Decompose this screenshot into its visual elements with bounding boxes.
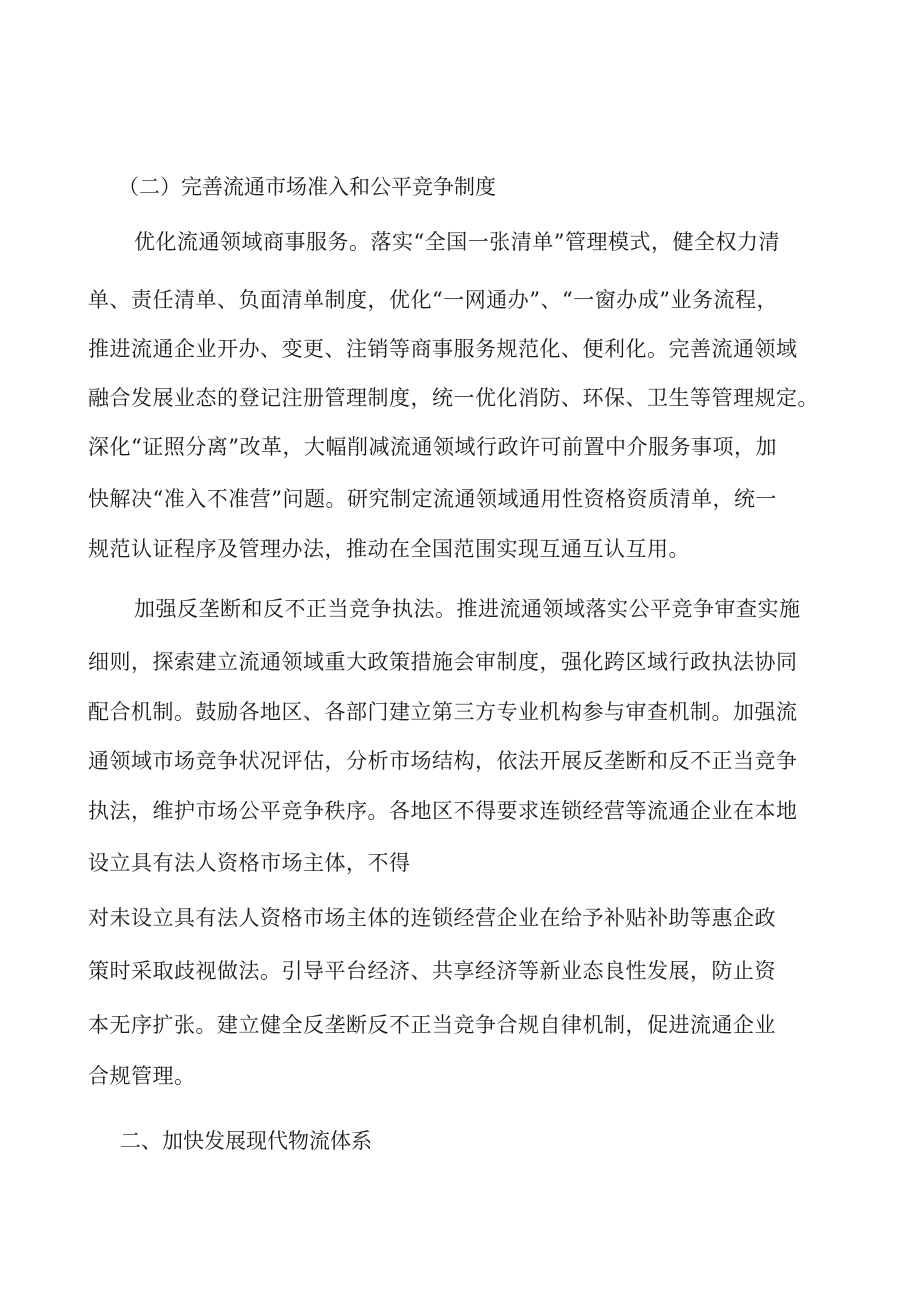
section-heading: （二）完善流通市场准入和公平竞争制度 (118, 175, 496, 199)
paragraph1-line-6: 快解决“准入不准营”问题。研究制定流通领域通用性资格资质清单，统一 (88, 487, 777, 511)
paragraph3-line-4: 合规管理。 (88, 1064, 196, 1088)
paragraph3-line-2: 策时采取歧视做法。引导平台经济、共享经济等新业态良性发展，防止资 (88, 959, 776, 983)
paragraph3-line-1: 对未设立具有法人资格市场主体的连锁经营企业在给予补贴补助等惠企政 (88, 906, 776, 930)
chapter-heading: 二、加快发展现代物流体系 (120, 1129, 372, 1153)
paragraph2-line-5: 执法，维护市场公平竞争秩序。各地区不得要求连锁经营等流通企业在本地 (88, 799, 798, 823)
paragraph3-line-3: 本无序扩张。建立健全反垄断反不正当竞争合规自律机制，促进流通企业 (88, 1013, 776, 1037)
paragraph1-line-1: 优化流通领域商事服务。落实“全国一张清单”管理模式，健全权力清 (134, 230, 780, 254)
paragraph1-line-3: 推进流通企业开办、变更、注销等商事服务规范化、便利化。完善流通领域 (88, 337, 798, 361)
paragraph2-line-1: 加强反垄断和反不正当竞争执法。推进流通领域落实公平竞争审查实施 (134, 597, 801, 621)
paragraph2-line-2: 细则，探索建立流通领域重大政策措施会审制度，强化跨区域行政执法协同 (88, 650, 798, 674)
paragraph2-line-4: 通领域市场竞争状况评估，分析市场结构，依法开展反垄断和反不正当竞争 (88, 749, 798, 773)
paragraph2-line-6: 设立具有法人资格市场主体，不得 (88, 851, 411, 875)
paragraph1-line-4: 融合发展业态的登记注册管理制度，统一优化消防、环保、卫生等管理规定。 (88, 386, 819, 410)
paragraph1-line-5: 深化“证照分离”改革，大幅削减流通领域行政许可前置中介服务事项，加 (88, 435, 777, 459)
paragraph2-line-3: 配合机制。鼓励各地区、各部门建立第三方专业机构参与审查机制。加强流 (88, 700, 798, 724)
paragraph1-line-7: 规范认证程序及管理办法，推动在全国范围实现互通互认互用。 (88, 537, 690, 561)
paragraph1-line-2: 单、责任清单、负面清单制度，优化“一网通办”、“一窗办成”业务流程， (88, 288, 778, 312)
